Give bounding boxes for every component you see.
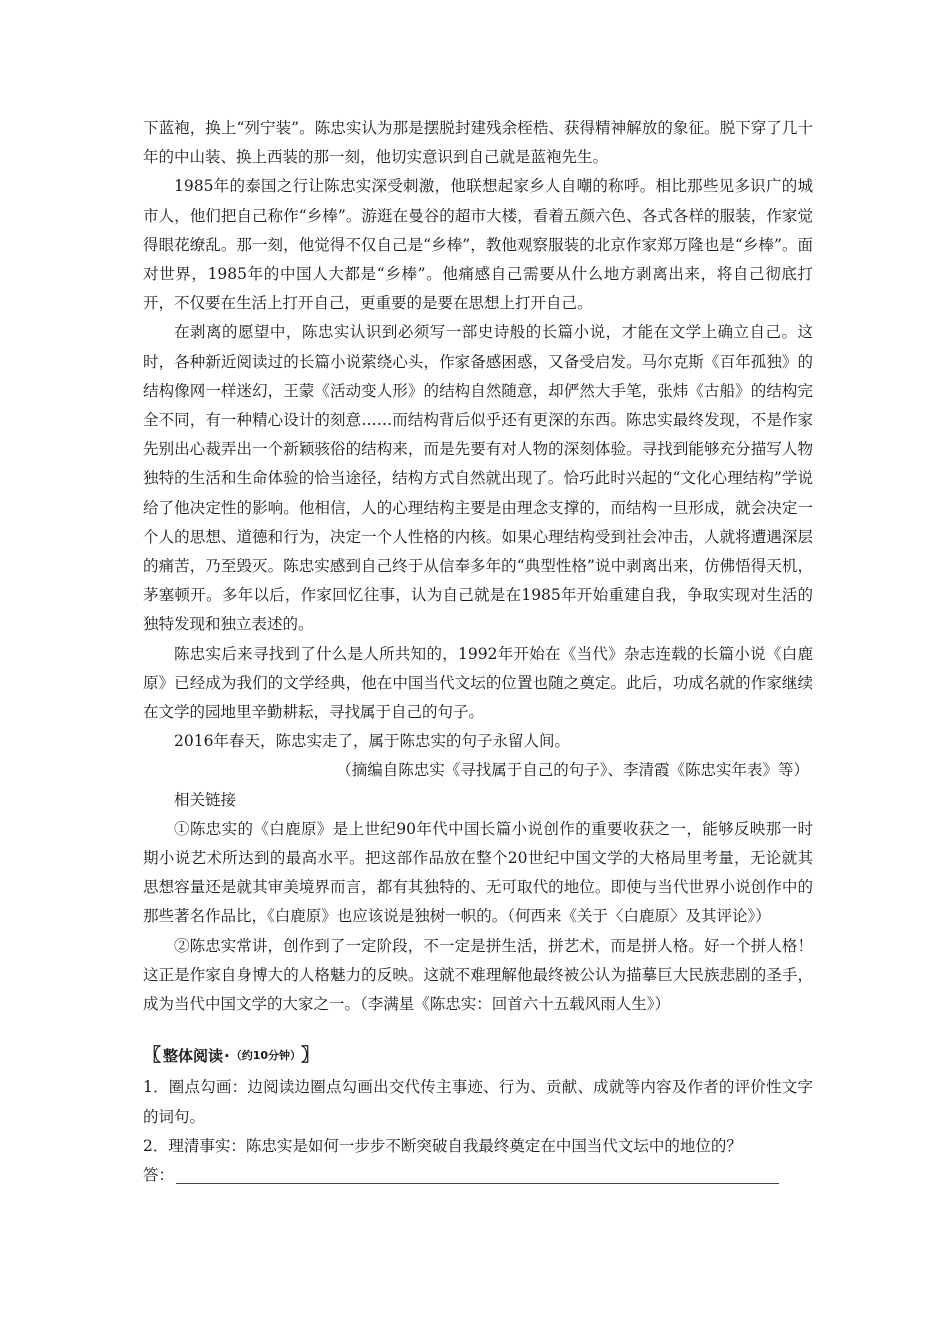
section-dot: · xyxy=(224,1047,230,1066)
answer-blank[interactable] xyxy=(176,1163,779,1184)
section-heading xyxy=(143,1042,813,1070)
paragraph-5: 2016年春天，陈忠实走了，属于陈忠实的句子永留人间。 xyxy=(174,732,570,751)
section-title: 整体阅读 xyxy=(163,1047,224,1066)
paragraph-2: 1985年的泰国之行让陈忠实深受刺激，他联想起家乡人自嘲的称呼。相比那些见多识广的城市人，他们把自己称作“乡棒”。游逛在曼谷的超市大楼，看着五颜六色、各式各样的服装，作家觉得眼花缭乱。那一刻，他觉得不仅自己是“乡棒”，教他观察服装的北京作家郑万隆也是“乡棒”。面对世界，1985年的中国人大都是“乡棒”。他痛感自己需要从什么地方剥离出来，将自己彻底打开，不仅要在生活上打开自己，更重要的是要在思想上打开自己。 xyxy=(143,177,813,313)
section-time: （约10分钟） xyxy=(230,1049,302,1063)
question-1: 1．圈点勾画：边阅读边圈点勾画出交代传主事迹、行为、贡献、成就等内容及作者的评价性文字的词句。 xyxy=(143,1078,813,1126)
paragraph-4: 陈忠实后来寻找到了什么是人所共知的，1992年开始在《当代》杂志连载的长篇小说《白鹿原》已经成为我们的文学经典，他在中国当代文坛的位置也随之奠定。此后，功成名就的作家继续在文学的园地里辛勤耕耘，寻找属于自己的句子。 xyxy=(143,644,813,722)
related-item-2: ②陈忠实常讲，创作到了一定阶段，不一定是拼生活，拼艺术，而是拼人格。好一个拼人格！这正是作家自身博大的人格魅力的反映。这就不难理解他最终被公认为描摹巨大民族悲剧的圣手，成为当代中国文学的大家之一。（李满星《陈忠实：回首六十五载风雨人生》） xyxy=(143,936,813,1014)
article-body xyxy=(143,114,813,1190)
section-close-bracket: 〗 xyxy=(301,1045,318,1067)
section-open-bracket: 〖 xyxy=(143,1045,159,1067)
paragraph-1: 下蓝袍，换上“列宁装”。陈忠实认为那是摆脱封建残余桎梏、获得精神解放的象征。脱下穿了几十年的中山装、换上西装的那一刻，他切实意识到自己就是蓝袍先生。 xyxy=(143,119,813,167)
answer-label: 答： xyxy=(143,1165,175,1184)
related-links-title: 相关链接 xyxy=(174,790,237,809)
related-item-1: ①陈忠实的《白鹿原》是上世纪90年代中国长篇小说创作的重要收获之一，能够反映那一时期小说艺术所达到的最高水平。把这部作品放在整个20世纪中国文学的大格局里考量，无论就其思想容量还是就其审美境界而言，都有其独特的、无可取代的地位。即使与当代世界小说创作中的那些著名作品比，《白鹿原》也应该说是独树一帜的。（何西来《关于〈白鹿原〉及其评论》） xyxy=(143,819,813,926)
paragraph-3: 在剥离的愿望中，陈忠实认识到必须写一部史诗般的长篇小说，才能在文学上确立自己。这时，各种新近阅读过的长篇小说萦绕心头，作家备感困惑，又备受启发。马尔克斯《百年孤独》的结构像网一样迷幻，王蒙《活动变人形》的结构自然随意，却俨然大手笔，张炜《古船》的结构完全不同，有一种精心设计的刻意……而结构背后似乎还有更深的东西。陈忠实最终发现，不是作家先别出心裁弄出一个新颖骇俗的结构来，而是先要有对人物的深刻体验。寻找到能够充分描写人物独特的生活和生命体验的恰当途径，结构方式自然就出现了。恰巧此时兴起的“文化心理结构”学说给了他决定性的影响。他相信，人的心理结构主要是由理念支撑的，而结构一旦形成，就会决定一个人的思想、道德和行为，决定一个人性格的内核。如果心理结构受到社会冲击，人就将遭遇深层的痛苦，乃至毁灭。陈忠实感到自己终于从信奉多年的“典型性格”说中剥离出来，仿佛悟得天机，茅塞顿开。多年以后，作家回忆往事，认为自己就是在1985年开始重建自我，争取实现对生活的独特发现和独立表述的。 xyxy=(143,323,813,634)
source-citation: （摘编自陈忠实《寻找属于自己的句子》、李清霞《陈忠实年表》等） xyxy=(336,761,809,780)
answer-line xyxy=(143,1161,813,1190)
question-2: 2．理清事实：陈忠实是如何一步步不断突破自我最终奠定在中国当代文坛中的地位的？ xyxy=(143,1136,742,1155)
